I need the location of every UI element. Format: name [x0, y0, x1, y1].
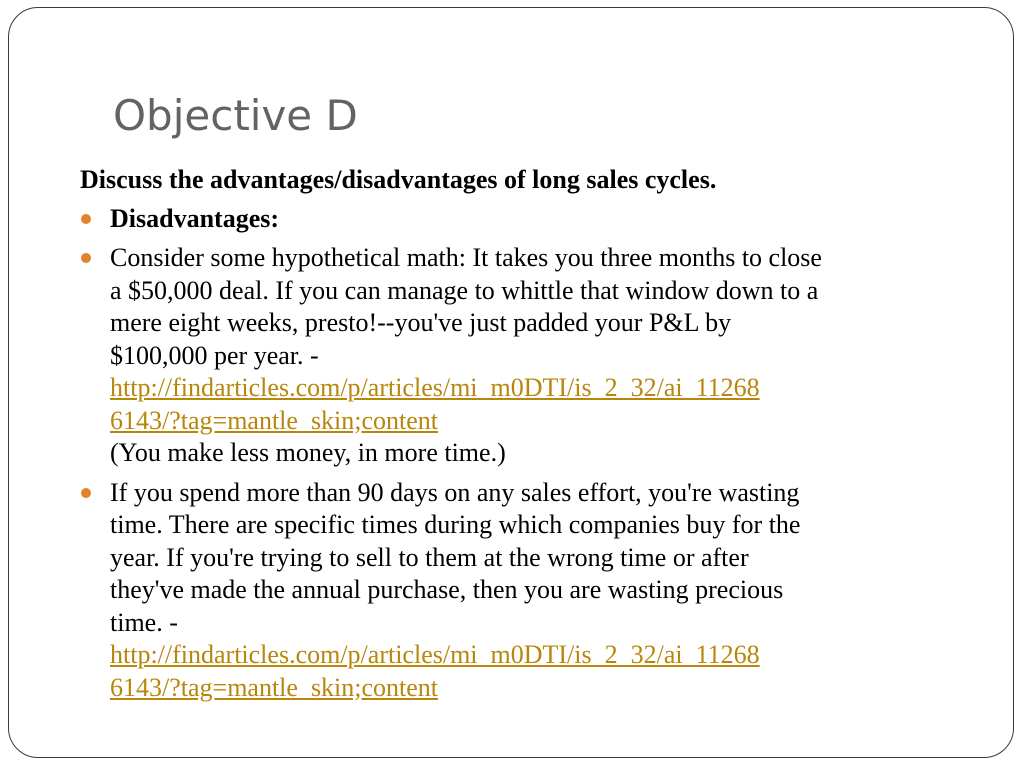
bullet-item-disadvantages: [80, 203, 960, 236]
slide-title: Objective D: [113, 91, 358, 140]
bullet-text-line: mere eight weeks, presto!--you've just padded your P&L by: [110, 308, 732, 337]
source-link-line[interactable]: http://findarticles.com/p/articles/mi_m0DTI/is_2_32/ai_11268: [110, 373, 760, 402]
bullet-dot-icon: [81, 488, 91, 498]
bullet-note: (You make less money, in more time.): [110, 438, 506, 467]
slide-content: [80, 164, 960, 711]
bullet-text-line: $100,000 per year. -: [110, 340, 319, 370]
bullet-text-line: they've made the annual purchase, then you are wasting precious: [110, 575, 784, 604]
bullet-text-line: time. -: [110, 607, 178, 637]
bullet-text-line: a $50,000 deal. If you can manage to whittle that window down to a: [110, 275, 819, 305]
bullet-text-line: Consider some hypothetical math: It takes you three months to close: [110, 243, 822, 272]
bullet-heading: Disadvantages:: [110, 203, 280, 233]
source-link-line[interactable]: 6143/?tag=mantle_skin;content: [110, 672, 439, 702]
bullet-text-line: time. There are specific times during which companies buy for the: [110, 510, 801, 539]
bullet-item-90-days: [80, 477, 960, 705]
bullet-list: [80, 203, 960, 705]
bullet-dot-icon: [81, 253, 91, 263]
bullet-text-line: If you spend more than 90 days on any sales effort, you're wasting: [110, 477, 800, 507]
bullet-item-hypothetical-math: [80, 242, 960, 470]
intro-text: Discuss the advantages/disadvantages of long sales cycles.: [80, 165, 717, 194]
source-link-line[interactable]: http://findarticles.com/p/articles/mi_m0DTI/is_2_32/ai_11268: [110, 640, 760, 669]
bullet-text-line: year. If you're trying to sell to them at the wrong time or after: [110, 542, 749, 572]
source-link-2[interactable]: [110, 639, 960, 704]
source-link-1[interactable]: [110, 372, 960, 437]
source-link-line[interactable]: 6143/?tag=mantle_skin;content: [110, 405, 439, 435]
bullet-dot-icon: [81, 214, 91, 224]
